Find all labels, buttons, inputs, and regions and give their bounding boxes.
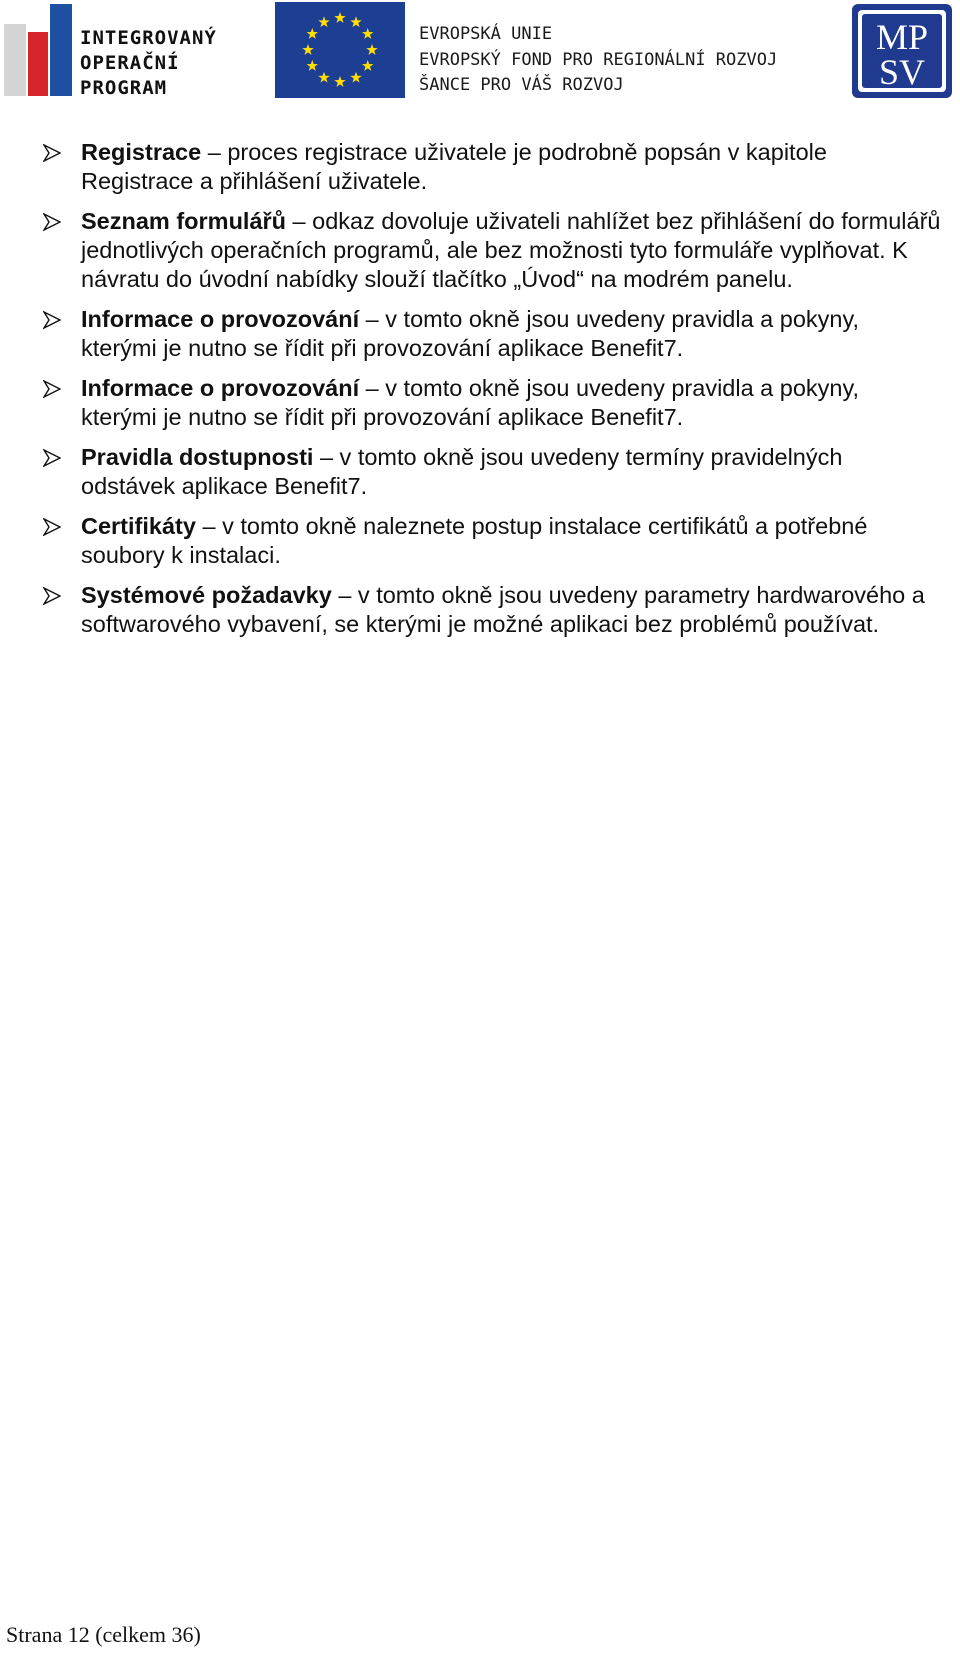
list-item: Informace o provozování – v tomto okně jsou uvedeny pravidla a pokyny, kterými je nutno se řídit při provozování aplikace Benefit7. bbox=[41, 305, 941, 363]
eu-star-icon bbox=[350, 72, 361, 83]
list-item: Seznam formulářů – odkaz dovoluje uživateli nahlížet bez přihlášení do formulářů jednotlivých operačních programů, ale bez možnosti tyto formuláře vyplňovat. K návratu do úvodní nabídky slouží tlačítko „Úvod“ na modrém panelu. bbox=[41, 207, 941, 294]
list-item: Informace o provozování – v tomto okně jsou uvedeny pravidla a pokyny, kterými je nutno se řídit při provozování aplikace Benefit7. bbox=[41, 374, 941, 432]
page-number: Strana 12 (celkem 36) bbox=[6, 1622, 201, 1647]
arrow-bullet-icon bbox=[43, 311, 61, 329]
arrow-bullet-icon bbox=[43, 213, 61, 231]
eu-flag-icon bbox=[275, 2, 405, 98]
arrow-bullet-icon bbox=[43, 449, 61, 467]
eu-star-icon bbox=[334, 76, 345, 87]
arrow-bullet-icon bbox=[43, 518, 61, 536]
arrow-bullet-icon bbox=[43, 380, 61, 398]
eu-star-icon bbox=[318, 16, 329, 27]
iop-logo bbox=[4, 4, 250, 99]
eu-star-icon bbox=[366, 44, 377, 55]
eu-star-icon bbox=[350, 16, 361, 27]
arrow-bullet-icon bbox=[43, 144, 61, 162]
eu-star-icon bbox=[362, 60, 373, 71]
eu-star-icon bbox=[334, 12, 345, 23]
svg-text:MP: MP bbox=[875, 17, 929, 57]
mpsv-logo bbox=[852, 4, 952, 98]
list-item: Certifikáty – v tomto okně naleznete postup instalace certifikátů a potřebné soubory k instalaci. bbox=[41, 512, 941, 570]
eu-star-icon bbox=[302, 44, 313, 55]
arrow-bullet-icon bbox=[43, 587, 61, 605]
eu-star-icon bbox=[362, 28, 373, 39]
svg-text:SV: SV bbox=[878, 52, 926, 92]
eu-caption: EVROPSKÁ UNIE EVROPSKÝ FOND PRO REGIONÁLNÍ ROZVOJ ŠANCE PRO VÁŠ ROZVOJ bbox=[419, 24, 778, 95]
list-item: Systémové požadavky – v tomto okně jsou uvedeny parametry hardwarového a softwarového vybavení, se kterými je možné aplikaci bez problémů používat. bbox=[41, 581, 941, 639]
eu-star-icon bbox=[307, 60, 318, 71]
list-item: Registrace – proces registrace uživatele je podrobně popsán v kapitole Registrace a přihlášení uživatele. bbox=[41, 138, 941, 196]
header-banner bbox=[0, 0, 960, 100]
eu-star-icon bbox=[318, 72, 329, 83]
iop-logo-text: INTEGROVANÝ OPERAČNÍ PROGRAM bbox=[80, 27, 217, 99]
list-item: Pravidla dostupnosti – v tomto okně jsou uvedeny termíny pravidelných odstávek aplikace Benefit7. bbox=[41, 443, 941, 501]
eu-star-icon bbox=[307, 28, 318, 39]
bullet-list bbox=[41, 138, 941, 650]
